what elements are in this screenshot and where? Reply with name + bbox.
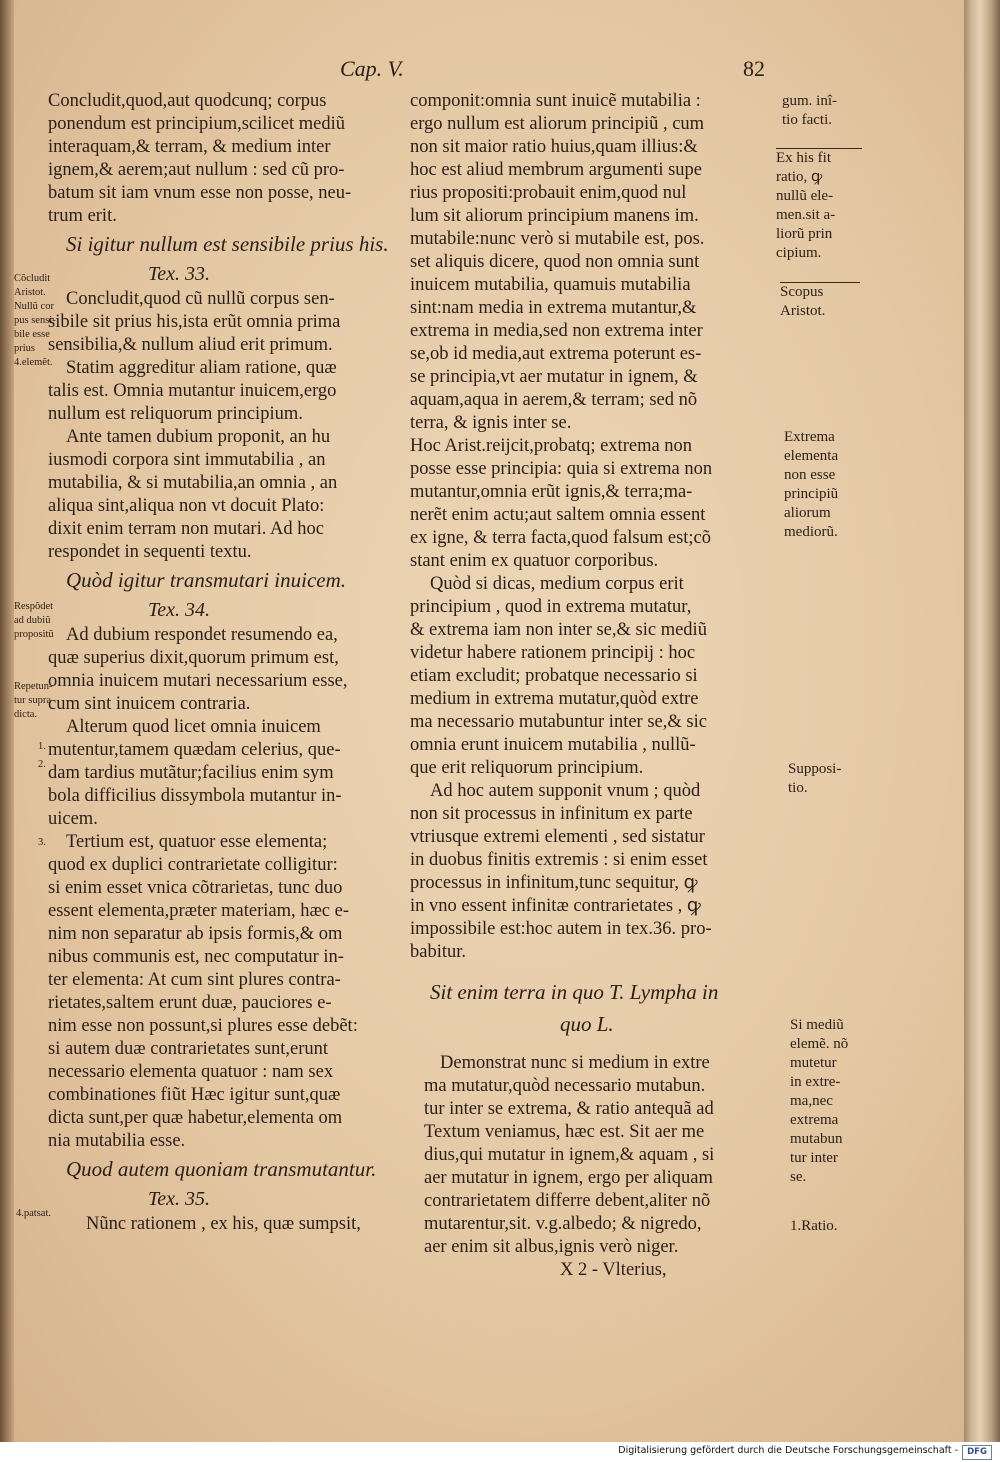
text-line: bola difficilius dissymbola mutantur in- xyxy=(48,786,342,806)
footer-bar xyxy=(0,1442,1000,1462)
text-line: stant enim ex quatuor corporibus. xyxy=(410,551,659,571)
text-line: Statim aggreditur aliam ratione, quæ xyxy=(66,358,337,378)
text-line: sibile sit prius his,ista erũt omnia prima xyxy=(48,312,341,332)
line-gap xyxy=(410,964,786,976)
margin-note-line: tur supra xyxy=(14,695,52,706)
margin-note-line: 4.patsat. xyxy=(16,1208,51,1219)
binding-gutter xyxy=(0,0,14,1442)
text-line: ma necessario mutabuntur inter se,& sic xyxy=(410,712,707,732)
margin-note-line: elementa xyxy=(784,448,839,464)
margin-note-line: cipium. xyxy=(776,245,822,261)
text-line: impossibile est:hoc autem in tex.36. pro- xyxy=(410,919,712,939)
margin-note-line: propositũ xyxy=(14,629,54,640)
margin-note xyxy=(38,758,46,772)
folio-number: 82 xyxy=(743,56,765,81)
section-incipit: quo L. xyxy=(560,1012,614,1036)
text-line: aquam,aqua in aerem,& terram; sed nõ xyxy=(410,390,698,410)
text-line: cum sint inuicem contraria. xyxy=(48,694,251,714)
margin-note-line: 3. xyxy=(38,837,46,848)
text-line: quod ex duplici contrarietate colligitur: xyxy=(48,855,338,875)
margin-note-line: pus sensi- xyxy=(14,315,56,326)
margin-note-line: extrema xyxy=(790,1112,839,1128)
margin-note-line: principiũ xyxy=(784,486,839,502)
text-line: respondet in sequenti textu. xyxy=(48,542,252,562)
text-line: posse esse principia: quia si extrema non xyxy=(410,459,713,479)
margin-note xyxy=(16,1207,51,1221)
margin-note-line: in extre- xyxy=(790,1074,841,1090)
text-line: Demonstrat nunc si medium in extre xyxy=(440,1053,710,1073)
margin-note-line: Aristot. xyxy=(780,303,826,319)
text-line: nullum est reliquorum principium. xyxy=(48,404,303,424)
text-line: non sit maior ratio huius,quam illius:& xyxy=(410,137,698,157)
text-line: in vno essent infinitæ contrarietates , ꝙ xyxy=(410,896,701,916)
margin-note-line: 1.Ratio. xyxy=(790,1218,838,1234)
margin-note-line: 2. xyxy=(38,759,46,770)
text-line: aer mutatur in ignem, ergo per aliquam xyxy=(424,1168,713,1188)
text-line: rietates,saltem erunt duæ, pauciores e- xyxy=(48,993,332,1013)
text-line: Ad hoc autem supponit vnum ; quòd xyxy=(430,781,701,801)
margin-note xyxy=(780,282,860,321)
text-line: Ad dubium respondet resumendo ea, xyxy=(66,625,338,645)
text-line: Nũnc rationem , ex his, quæ sumpsit, xyxy=(86,1214,361,1234)
margin-note-line: elemẽ. nõ xyxy=(790,1036,849,1052)
text-line: si enim esset vnica cõtrarietas, tunc duo xyxy=(48,878,343,898)
text-line: ignem,& aerem;aut nullum : sed cũ pro- xyxy=(48,160,345,180)
margin-note-line: non esse xyxy=(784,467,836,483)
margin-note-line: Ex his fit xyxy=(776,150,831,166)
text-line: nibus communis est, nec computatur in- xyxy=(48,947,344,967)
margin-note-line: men.sit a- xyxy=(776,207,836,223)
margin-note-line: gum. inî- xyxy=(782,93,837,109)
margin-note xyxy=(782,92,864,130)
margin-note-line: Supposi- xyxy=(788,761,842,777)
text-line: omnia erunt inuicem mutabilia , nullũ- xyxy=(410,735,696,755)
text-line: trum erit. xyxy=(48,206,117,226)
margin-note-line: mutabun xyxy=(790,1131,843,1147)
margin-note-line: prius xyxy=(14,343,35,354)
text-line: se,ob id media,aut extrema poterunt es- xyxy=(410,344,702,364)
margin-note-line: liorũ prin xyxy=(776,226,833,242)
text-line: set aliquis dicere, quod non omnia sunt xyxy=(410,252,700,272)
margin-note-line: Extrema xyxy=(784,429,835,445)
margin-note-line: dicta. xyxy=(14,709,38,720)
margin-note-line: 1. xyxy=(38,741,46,752)
text-line: uicem. xyxy=(48,809,98,829)
margin-note xyxy=(790,1217,860,1236)
section-incipit: Sit enim terra in quo T. Lympha in xyxy=(430,980,719,1004)
text-line: nia mutabilia esse. xyxy=(48,1131,186,1151)
text-line: dius,qui mutatur in ignem,& aquam , si xyxy=(424,1145,715,1165)
margin-note xyxy=(14,272,56,370)
text-line: Hoc Arist.reijcit,probatq; extrema non xyxy=(410,436,693,456)
margin-note xyxy=(14,600,54,642)
text-line: Quòd si dicas, medium corpus erit xyxy=(430,574,684,594)
left-text-column xyxy=(48,90,388,1236)
text-line: Alterum quod licet omnia inuicem xyxy=(66,717,321,737)
text-line: batum sit iam vnum esse non posse, neu- xyxy=(48,183,352,203)
text-line: etiam excludit; probatque necessario si xyxy=(410,666,698,686)
text-line: mutabile:nunc verò si mutabile est, pos. xyxy=(410,229,705,249)
text-line: iusmodi corpora sint immutabilia , an xyxy=(48,450,326,470)
margin-note-line: tio. xyxy=(788,780,808,796)
text-line: sint:nam media in extrema mutantur,& xyxy=(410,298,697,318)
text-line: omnia inuicem mutari necessarium esse, xyxy=(48,671,348,691)
text-line: ex igne, & terra facta,quod falsum est;cõ xyxy=(410,528,712,548)
text-line: lum sit aliorum principium manens im. xyxy=(410,206,699,226)
text-line: nim esse non possunt,si plures esse debẽt: xyxy=(48,1016,358,1036)
text-line: Concludit,quod cũ nullũ corpus sen- xyxy=(66,289,335,309)
text-line: interaquam,& terram, & medium inter xyxy=(48,137,331,157)
text-line: aliqua sint,aliqua non vt docuit Plato: xyxy=(48,496,325,516)
text-line: talis est. Omnia mutantur inuicem,ergo xyxy=(48,381,337,401)
margin-note-line: 4.elemẽt. xyxy=(14,357,53,368)
margin-note-line: bile esse xyxy=(14,329,50,340)
margin-note-line: ad dubiũ xyxy=(14,615,51,626)
text-line: in duobus finitis extremis : si enim esset xyxy=(410,850,708,870)
text-number: Tex. 34. xyxy=(148,599,211,621)
text-line: quæ superius dixit,quorum primum est, xyxy=(48,648,339,668)
text-line: ter elementa: At cum sint plures contra- xyxy=(48,970,341,990)
margin-note-line: nullũ ele- xyxy=(776,188,834,204)
section-incipit: Quòd igitur transmutari inuicem. xyxy=(66,568,347,592)
line-gap xyxy=(410,1040,786,1052)
text-line: contrarietatem differre debent,aliter nõ xyxy=(424,1191,711,1211)
text-line: terra, & ignis inter se. xyxy=(410,413,572,433)
margin-note xyxy=(790,1016,870,1187)
text-line: aer enim sit albus,ignis verò niger. xyxy=(424,1237,679,1257)
margin-note-line: mediorũ. xyxy=(784,524,838,540)
margin-note xyxy=(14,680,53,722)
text-line: inuicem mutabilia, quamuis mutabilia xyxy=(410,275,691,295)
text-number: Tex. 35. xyxy=(148,1188,211,1210)
text-line: nim non separatur ab ipsis formis,& om xyxy=(48,924,343,944)
margin-note-line: ratio, ꝙ xyxy=(776,169,823,185)
margin-note xyxy=(38,740,46,754)
text-line: dicta sunt,per quæ habetur,elementa om xyxy=(48,1108,343,1128)
page-edge xyxy=(964,0,1000,1442)
text-line: mutabilia, & si mutabilia,an omnia , an xyxy=(48,473,338,493)
margin-note-line: Si mediũ xyxy=(790,1017,844,1033)
text-line: X 2 - Vlterius, xyxy=(560,1260,667,1280)
right-text-column xyxy=(410,90,786,1282)
margin-note xyxy=(776,148,862,263)
footer-credit: Digitalisierung gefördert durch die Deutsche Forschungsgemeinschaft - xyxy=(618,1445,958,1456)
text-line: Concludit,quod,aut quodcunq; corpus xyxy=(48,91,327,111)
text-line: ergo nullum est aliorum principiũ , cum xyxy=(410,114,705,134)
text-line: extrema in media,sed non extrema inter xyxy=(410,321,703,341)
text-line: que erit reliquorum principium. xyxy=(410,758,644,778)
text-line: nerẽt enim actu;aut saltem omnia essent xyxy=(410,505,706,525)
text-line: mutentur,tamem quædam celerius, que- xyxy=(48,740,341,760)
text-line: dam tardius mutãtur;facilius enim sym xyxy=(48,763,334,783)
margin-note-line: se. xyxy=(790,1169,807,1185)
margin-note-line: aliorum xyxy=(784,505,831,521)
margin-note-line: tur inter xyxy=(790,1150,838,1166)
margin-note-line: Scopus xyxy=(780,284,824,300)
text-line: non sit processus in infinitum ex parte xyxy=(410,804,693,824)
text-line: Ante tamen dubium proponit, an hu xyxy=(66,427,331,447)
text-line: tur inter se extrema, & ratio antequã ad xyxy=(424,1099,714,1119)
text-line: combinationes fiũt Hæc igitur sunt,quæ xyxy=(48,1085,341,1105)
margin-note xyxy=(784,428,866,542)
text-line: ma mutatur,quòd necessario mutabun. xyxy=(424,1076,706,1096)
text-line: hoc est aliud membrum argumenti supe xyxy=(410,160,702,180)
text-line: vtriusque extremi elementi , sed sistatur xyxy=(410,827,705,847)
dfg-logo: DFG xyxy=(962,1445,992,1460)
margin-note-line: Aristot. xyxy=(14,287,46,298)
margin-note-line: mutetur xyxy=(790,1055,837,1071)
text-line: Tertium est, quatuor esse elementa; xyxy=(66,832,328,852)
text-line: essent elementa,præter materiam, hæc e- xyxy=(48,901,350,921)
text-line: Textum veniamus, hæc est. Sit aer me xyxy=(424,1122,705,1142)
margin-note-line: ma,nec xyxy=(790,1093,833,1109)
text-number: Tex. 33. xyxy=(148,263,211,285)
text-line: necessario elementa quatuor : nam sex xyxy=(48,1062,334,1082)
text-line: medium in extrema mutatur,quòd extre xyxy=(410,689,699,709)
text-line: rius propositi:probauit enim,quod nul xyxy=(410,183,687,203)
text-line: sensibilia,& nullum aliud erit primum. xyxy=(48,335,333,355)
text-line: se principia,vt aer mutatur in ignem, & xyxy=(410,367,698,387)
text-line: mutarentur,sit. v.g.albedo; & nigredo, xyxy=(424,1214,702,1234)
text-line: videtur habere rationem principij : hoc xyxy=(410,643,696,663)
section-incipit: Quod autem quoniam transmutantur. xyxy=(66,1157,377,1181)
text-line: ponendum est principium,scilicet mediũ xyxy=(48,114,345,134)
text-line: mutantur,omnia erũt ignis,& terra;ma- xyxy=(410,482,693,502)
margin-note xyxy=(38,836,46,850)
text-line: babitur. xyxy=(410,942,467,962)
text-line: si autem duæ contrarietates sunt,erunt xyxy=(48,1039,328,1059)
text-line: processus in infinitum,tunc sequitur, ꝙ xyxy=(410,873,698,893)
text-line: principium , quod in extrema mutatur, xyxy=(410,597,692,617)
margin-note-line: Respõdet xyxy=(14,601,54,612)
margin-note-line: tio facti. xyxy=(782,112,832,128)
margin-note xyxy=(788,760,858,798)
text-line: dixit enim terram non mutari. Ad hoc xyxy=(48,519,324,539)
margin-note-line: Nullũ cor xyxy=(14,301,54,312)
margin-note-line: Repetun- xyxy=(14,681,53,692)
section-incipit: Si igitur nullum est sensibile prius his. xyxy=(66,232,389,256)
chapter-header: Cap. V. xyxy=(340,56,404,81)
margin-note-line: Cõcludit xyxy=(14,273,51,284)
text-line: & extrema iam non inter se,& sic mediũ xyxy=(410,620,707,640)
text-line: componit:omnia sunt inuicẽ mutabilia : xyxy=(410,91,701,111)
